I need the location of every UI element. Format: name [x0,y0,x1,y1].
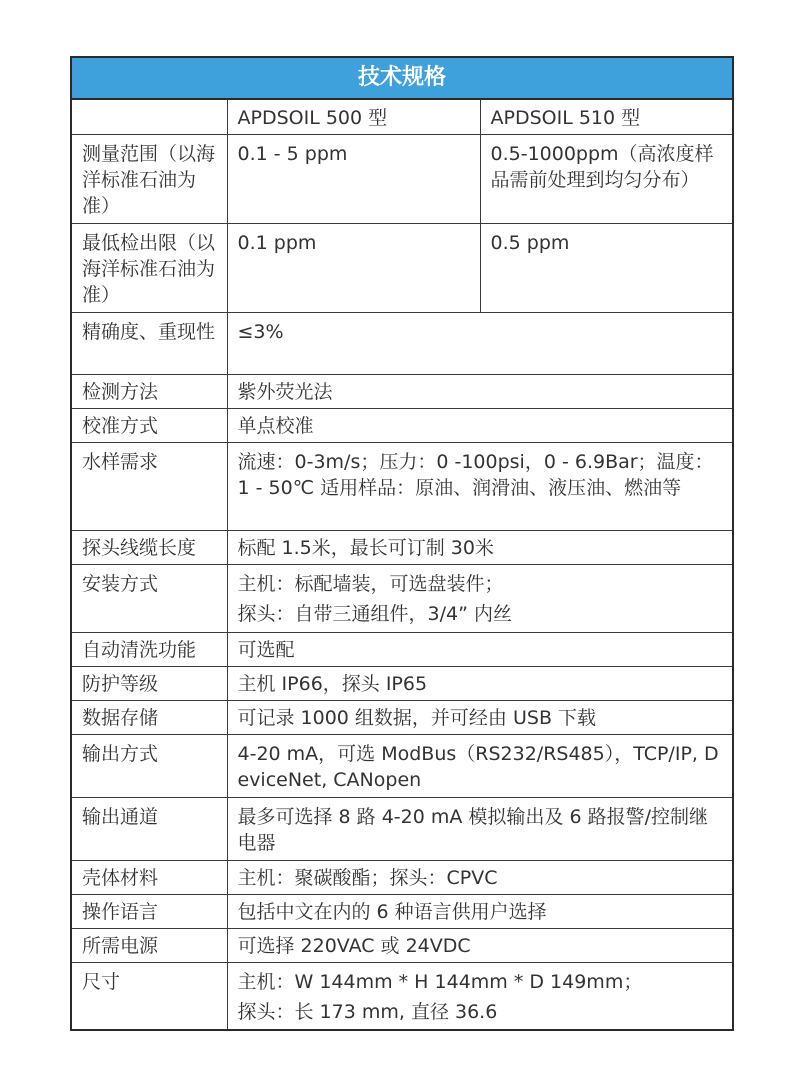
table-row [71,565,733,633]
row-label: 最低检出限（以海洋标准石油为准） [71,224,227,313]
row-label: 测量范围（以海洋标准石油为准） [71,135,227,224]
row-value: 4-20 mA，可选 ModBus（RS232/RS485），TCP/IP, DeviceNet, CANopen [227,735,733,798]
row-label: 输出方式 [71,735,227,798]
row-label: 校准方式 [71,409,227,443]
table-row [71,531,733,565]
row-value [227,565,733,633]
header-model-510: APDSOIL 510 型 [480,99,733,135]
row-label: 所需电源 [71,929,227,963]
table-row [71,895,733,929]
row-value: 流速：0-3m/s；压力：0 -100psi，0 - 6.9Bar；温度：1 - 50℃ 适用样品：原油、润滑油、液压油、燃油等 [227,443,733,531]
row-value-line: 探头：长 173 mm, 直径 36.6 [237,1001,498,1023]
row-value: 可记录 1000 组数据，并可经由 USB 下载 [227,701,733,735]
row-value-line: 探头：自带三通组件，3/4” 内丝 [237,603,512,625]
table-row [71,667,733,701]
row-value: 主机 IP66，探头 IP65 [227,667,733,701]
table-row [71,701,733,735]
row-value: 最多可选择 8 路 4-20 mA 模拟输出及 6 路报警/控制继电器 [227,798,733,861]
row-value: 单点校准 [227,409,733,443]
row-value-510: 0.5-1000ppm（高浓度样品需前处理到均匀分布） [480,135,733,224]
row-label: 安装方式 [71,565,227,633]
row-value: 可选配 [227,633,733,667]
table-row [71,224,733,313]
row-value: 主机：聚碳酸酯；探头：CPVC [227,861,733,895]
row-value-500: 0.1 ppm [227,224,480,313]
row-label: 操作语言 [71,895,227,929]
title-row [71,57,733,99]
row-value: 紫外荧光法 [227,375,733,409]
table-row [71,375,733,409]
row-label: 检测方法 [71,375,227,409]
table-row [71,929,733,963]
table-row [71,313,733,375]
table-row [71,861,733,895]
table-row [71,633,733,667]
row-label: 探头线缆长度 [71,531,227,565]
row-label: 数据存储 [71,701,227,735]
table-row [71,798,733,861]
table-row [71,135,733,224]
table-row [71,443,733,531]
row-label: 水样需求 [71,443,227,531]
table-row [71,963,733,1031]
row-label: 壳体材料 [71,861,227,895]
row-value: 可选择 220VAC 或 24VDC [227,929,733,963]
row-value-510: 0.5 ppm [480,224,733,313]
row-label: 精确度、重现性 [71,313,227,375]
header-row [71,99,733,135]
table-title: 技术规格 [71,57,733,99]
row-value: ≤3% [227,313,733,375]
row-label: 防护等级 [71,667,227,701]
table-row [71,409,733,443]
table-row [71,735,733,798]
row-value: 包括中文在内的 6 种语言供用户选择 [227,895,733,929]
row-value-500: 0.1 - 5 ppm [227,135,480,224]
row-value-line: 主机：W 144mm * H 144mm * D 149mm； [237,971,643,993]
row-value [227,963,733,1031]
row-value: 标配 1.5米，最长可订制 30米 [227,531,733,565]
row-label: 自动清洗功能 [71,633,227,667]
header-empty [71,99,227,135]
row-value-line: 主机：标配墙装，可选盘装件； [237,573,504,595]
header-model-500: APDSOIL 500 型 [227,99,480,135]
row-label: 尺寸 [71,963,227,1031]
spec-table [70,56,734,1031]
row-label: 输出通道 [71,798,227,861]
